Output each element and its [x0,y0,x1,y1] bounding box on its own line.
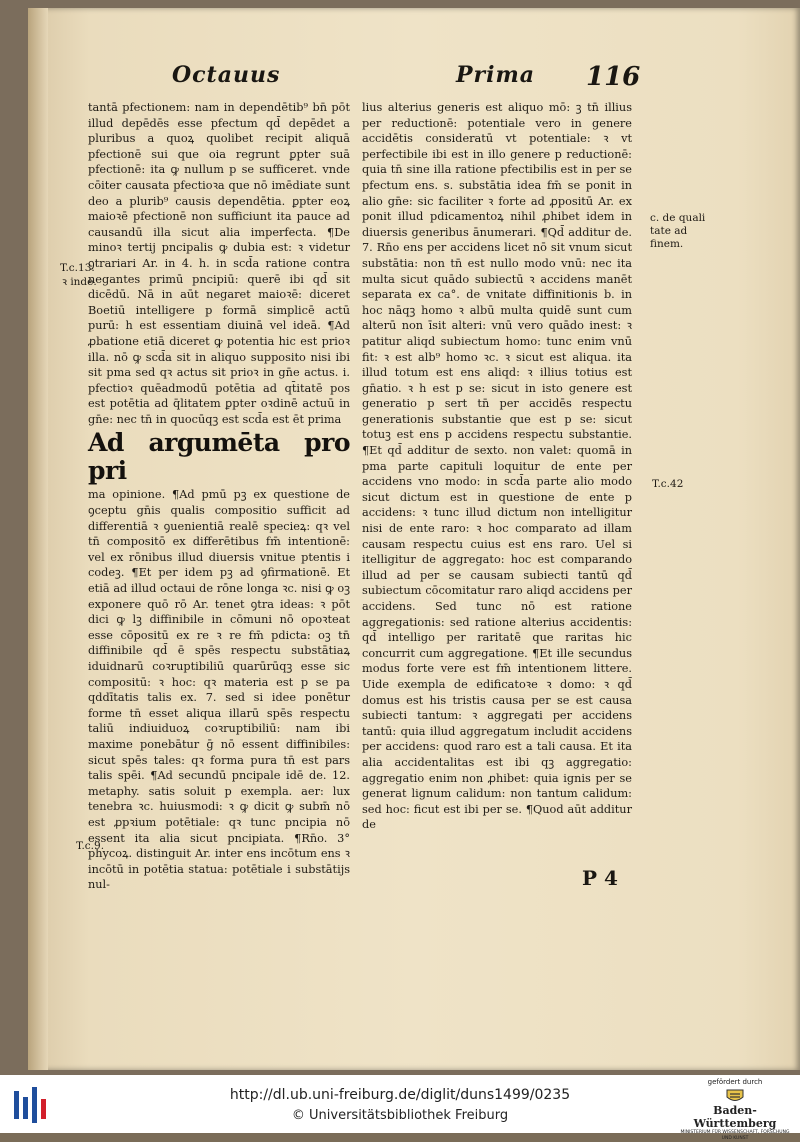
margin-note-right-2: T.c.42 [652,478,684,490]
text-column-right [362,100,632,833]
running-head-left: Octauus [172,62,281,88]
permalink-url[interactable]: http://dl.ub.uni-freiburg.de/diglit/duns1499/0235 [229,1087,571,1103]
sponsor-block [676,1078,794,1142]
margin-note-left-3: T.c.9. [76,840,105,852]
baden-wuerttemberg-crest-icon [724,1088,746,1104]
margin-note-left-2: ꝛ inde. [62,276,97,288]
signature-mark: P 4 [582,866,618,890]
page-gutter [28,8,48,1070]
viewer-footer [0,1075,800,1141]
running-head-center: Prima [456,62,536,88]
sponsor-ministry: MINISTERIUM FÜR WISSENSCHAFT, FORSCHUNG UND KUNST [680,1130,790,1141]
left-paragraph-1: tantā pfectionem: nam in dependētib⁹ bn̄ pōt illud depēdēs esse pfectum qd̄ depēdet a pluribus a quoꝝ quolibet recipit aliquā pfectionē sui que oia regrunt ꝑpter suā pfectionē: ita ꝙ nullum p se sufficeret. vnde cōiter causata pfectioꝛa que nō imēdiate sunt deo a plurib⁹ causis dependētia. ꝑpter eoꝝ maioꝛē pfectionē non sufficiunt ita pauce ad causandū illa sicut alia imperfecta. ¶De minoꝛ tertij pncipalis ꝙ dubia est: ꝛ videtur ꝯtrariari Ar. in 4. h. in scd̄a ratione contra negantes primū pncipiū: querē ibi qd̄ sit dicēdū. Nā in aūt negaret maioꝛē: diceret Boetiū intelligere p formā simplicē actū purū: h est essentiam diuinā vel ideā. ¶Ad ꝓbatione etiā diceret ꝙ potentia hic est prioꝛ illa. nō ꝙ scd̄a sit in aliquo supposito nisi ibi sit pma sed qꝛ actus sit prioꝛ in gn̄e actus. i. pfectioꝛ quēadmodū potētia ad qt̄itatē pos est potētia ad q̄litatem ꝑpter oꝛdinē actuū in gn̄e: nec tn̄ in quocūqꝫ est scd̄a est ēt prima [88,101,350,426]
folio-number: 116 [586,62,641,92]
text-column-left [88,100,350,893]
left-paragraph-2: ma opinione. ¶Ad pmū pꝫ ex questione de ꝯceptu gn̄is qualis compositio sufficit ad differentiā ꝛ ꝯuenientiā realē specieꝝ: qꝛ vel tn̄ compositō ex differētibus fm̄ intentionē: vel ex rōnibus illud diuersis vnitue ptentis i codeꝫ. ¶Et per idem pꝫ ad ꝯfirmationē. Et etiā ad illud octaui de rōne longa ꝛc. nisi ꝙ oꝫ exponere quō rō Ar. tenet ꝯtra ideas: ꝛ pōt dici ꝙ lꝫ diffinibile in cōmuni nō opoꝛteat esse cōpositū ex re ꝛ re fm̄ pdicta: oꝫ tn̄ diffinibile qd̄ ē spēs respectu substātiaꝝ iduidnarū coꝛruptibiliū quarūrūqꝫ esse sic compositū: ꝛ hoc: qꝛ materia est p se pa qddītatis talis ex. 7. sed si idee ponētur forme tn̄ esset aliqua illarū spēs respectu taliū indiuiduoꝝ coꝛruptibiliū: nam ibi maxime ponebātur ḡ nō essent diffinibiles: sicut spēs tales: qꝛ forma pura tn̄ est pars talis spēi. ¶Ad secundū pncipale idē de. 12. metaphy. satis soluit p exempla. aer: lux tenebra ꝛc. huiusmodi: ꝛ ꝙ dicit ꝙ subm̄ nō est ꝓpꝛium potētiale: qꝛ tunc pncipia nō essent ita alia sicut pncipiata. ¶Rn̄o. 3° phycoꝝ. distinguit Ar. inter ens incōtum ens ꝛ incōtū in potētia statua: potētiale i substātijs nul- [88,488,350,892]
section-heading: Ad argumēta pro pri [88,428,350,486]
margin-note-left-1: T.c.13. [60,262,95,274]
sponsor-name: Baden-Württemberg [693,1104,777,1130]
right-paragraph: lius alterius generis est aliquo mō: ꝫ tn̄ illius per reductionē: potentiale vero in genere accidētis consideratū vt potentiale: ꝛ vt perfectibile ibi est in illo genere p reductionē: quia tn̄ sine illa ratione pfectibilis est in per se pfectum ens. s. substātia idea fm̄ se ponit in alio gn̄e: sic faciliter ꝛ forte ad ꝓpositū Ar. ex ponit illud pdicamentoꝝ nihil ꝓhibet idem in diuersis generibus ānumerari. ¶Qd̄ additur de. 7. Rn̄o ens per accidens licet nō sit vnum sicut substātia: non tn̄ est nullo modo vnū: nec ita multa sicut quādo subiectū ꝛ accidens manēt separata ex ca°. de vnitate diffinitionis b. in hoc nāqꝫ homo ꝛ albū multa quidē sunt cum alterū non īsit alteri: vnū vero quādo inest: ꝛ patitur aliqd subiectum homo: tunc enim vnū fit: ꝛ est alb⁹ homo ꝛc. ꝛ sicut est aliqua. ita illud totum est ens aliqd: ꝛ illius totius est gn̄atio. ꝛ h est p se: sicut in isto genere est generatio p sert tn̄ per accidēs respectu generationis substantie que est p se: sicut totuꝫ est ens p accidens respectu substantie. ¶Et qd̄ additur de sexto. non valet: quomā in pma parte capituli loquitur de ente per accidens vno modo: in scd̄a parte alio modo sicut dictum est in questione de ente p accidens: ꝛ tunc illud dictum non intelligitur nisi de ente raro: ꝛ hoc comparato ad illam causam respectu cuius est ens raro. Uel si itelligitur de aggregato: hoc est comparando illud ad per se causam subiecti tantū qd̄ subiectum cōcomitatur raro aliqd accidens per accidens. Sed tunc nō est ratione aggregationis: sed ratione alterius accidentis: qd̄ intelligo per raritatē que raritas hic concurrit cum aggregatione. ¶Et ille secundus modus forte vere est fm̄ intentionem littere. Uide exempla de edificatoꝛe ꝛ domo: ꝛ qd̄ domus est his tristis causa per se est causa subiecti tantum: ꝛ aggregati per accidens tantū: quia illud aggregatum includit accidens per accidens: quod raro est a tali causa. Et ita alia accidentalitas est ibi qꝫ aggregatio: aggregatio enim non ꝓhibet: quia ignis per se generat lignum calidum: non tantum calidum: sed hoc: ficut est ibi per se. ¶Quod aūt additur de [362,101,632,832]
margin-note-right-1: c. de quali tate ad finem. [650,212,706,250]
sponsor-label: gefördert durch [707,1078,763,1086]
copyright-notice: © Universitätsbibliothek Freiburg [291,1108,509,1123]
